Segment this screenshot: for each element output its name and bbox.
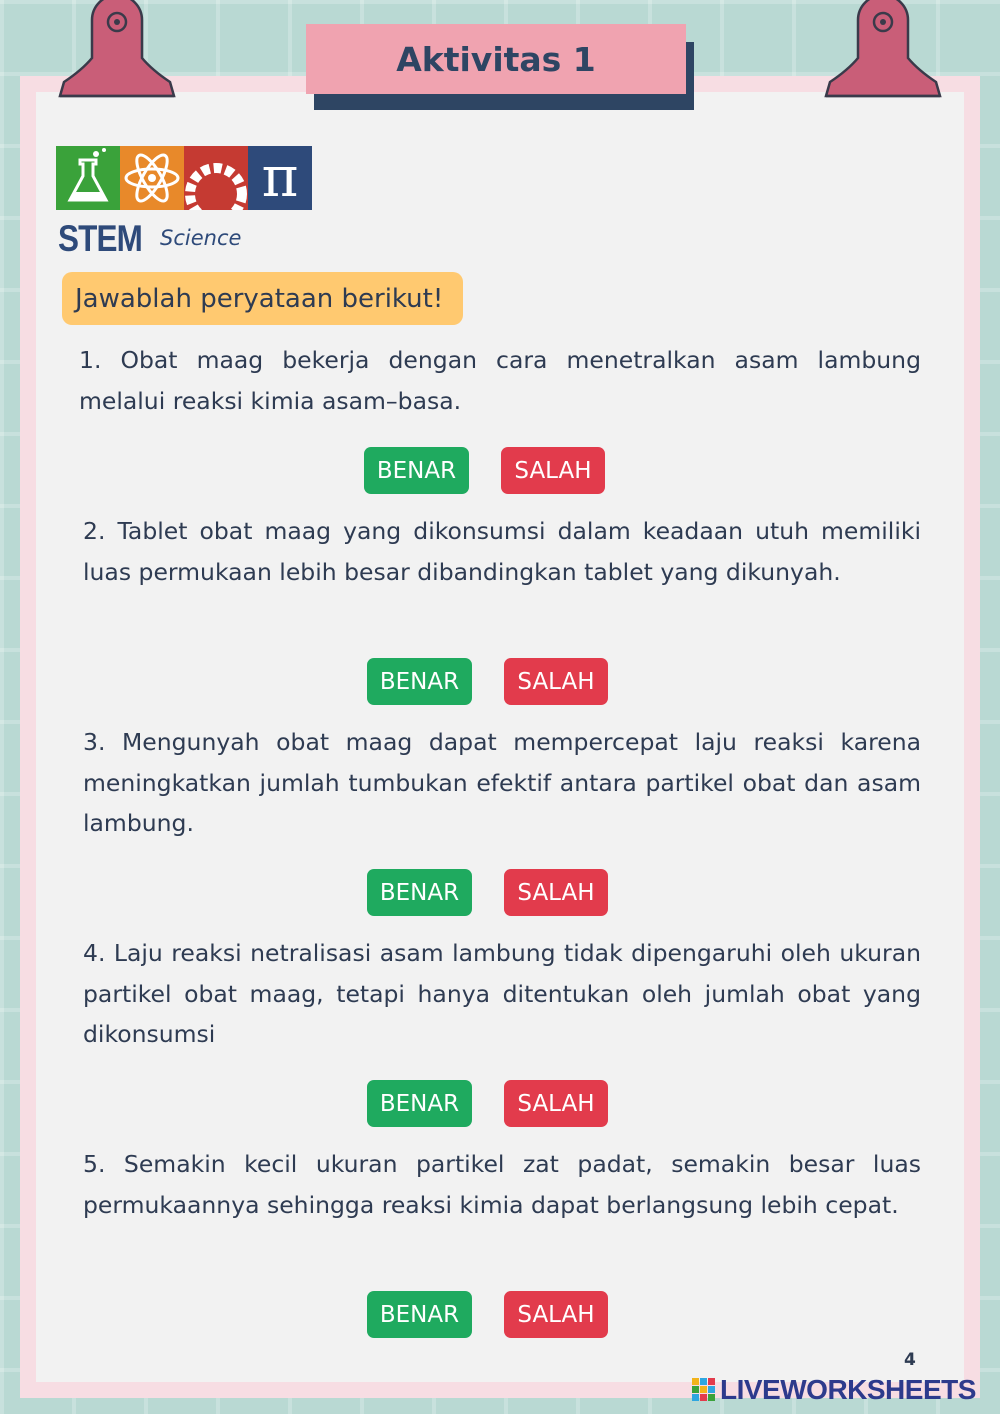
- binder-clip-left-icon: [52, 0, 182, 102]
- liveworksheets-brand: LIVEWORKSHEETS: [720, 1374, 976, 1405]
- q4-benar-button[interactable]: BENAR: [367, 1080, 472, 1127]
- q2-benar-button[interactable]: BENAR: [367, 658, 472, 705]
- instruction-label: Jawablah peryataan berikut!: [62, 272, 463, 325]
- q4-salah-button[interactable]: SALAH: [504, 1080, 608, 1127]
- liveworksheets-grid-icon: [692, 1378, 716, 1402]
- question-2-text: 2. Tablet obat maag yang dikonsumsi dalam keadaan utuh memiliki luas permukaan lebih besar dibandingkan tablet yang dikunyah.: [83, 517, 921, 586]
- page-title: Aktivitas 1: [306, 24, 686, 94]
- q5-benar-button[interactable]: BENAR: [367, 1291, 472, 1338]
- liveworksheets-logo[interactable]: [692, 1376, 992, 1404]
- q1-benar-button[interactable]: BENAR: [364, 447, 469, 494]
- q2-salah-button[interactable]: SALAH: [504, 658, 608, 705]
- q1-salah-button[interactable]: SALAH: [501, 447, 605, 494]
- stem-label: STEM: [58, 218, 142, 259]
- question-4-text: 4. Laju reaksi netralisasi asam lambung tidak dipengaruhi oleh ukuran partikel obat maag, tetapi hanya ditentukan oleh jumlah obat yang dikonsumsi: [83, 939, 921, 1048]
- page-number: 4: [904, 1350, 916, 1370]
- svg-text:π: π: [261, 146, 299, 210]
- question-1-text: 1. Obat maag bekerja dengan cara menetralkan asam lambung melalui reaksi kimia asam–basa.: [79, 346, 921, 415]
- question-5-text: 5. Semakin kecil ukuran partikel zat padat, semakin besar luas permukaannya sehingga reaksi kimia dapat berlangsung lebih cepat.: [83, 1150, 921, 1219]
- question-3-text: 3. Mengunyah obat maag dapat mempercepat laju reaksi karena meningkatkan jumlah tumbukan efektif antara partikel obat dan asam lambung.: [83, 728, 921, 837]
- science-label: Science: [160, 226, 242, 250]
- q5-salah-button[interactable]: SALAH: [504, 1291, 608, 1338]
- q3-salah-button[interactable]: SALAH: [504, 869, 608, 916]
- binder-clip-right-icon: [818, 0, 948, 102]
- q3-benar-button[interactable]: BENAR: [367, 869, 472, 916]
- stem-logo: [56, 146, 312, 210]
